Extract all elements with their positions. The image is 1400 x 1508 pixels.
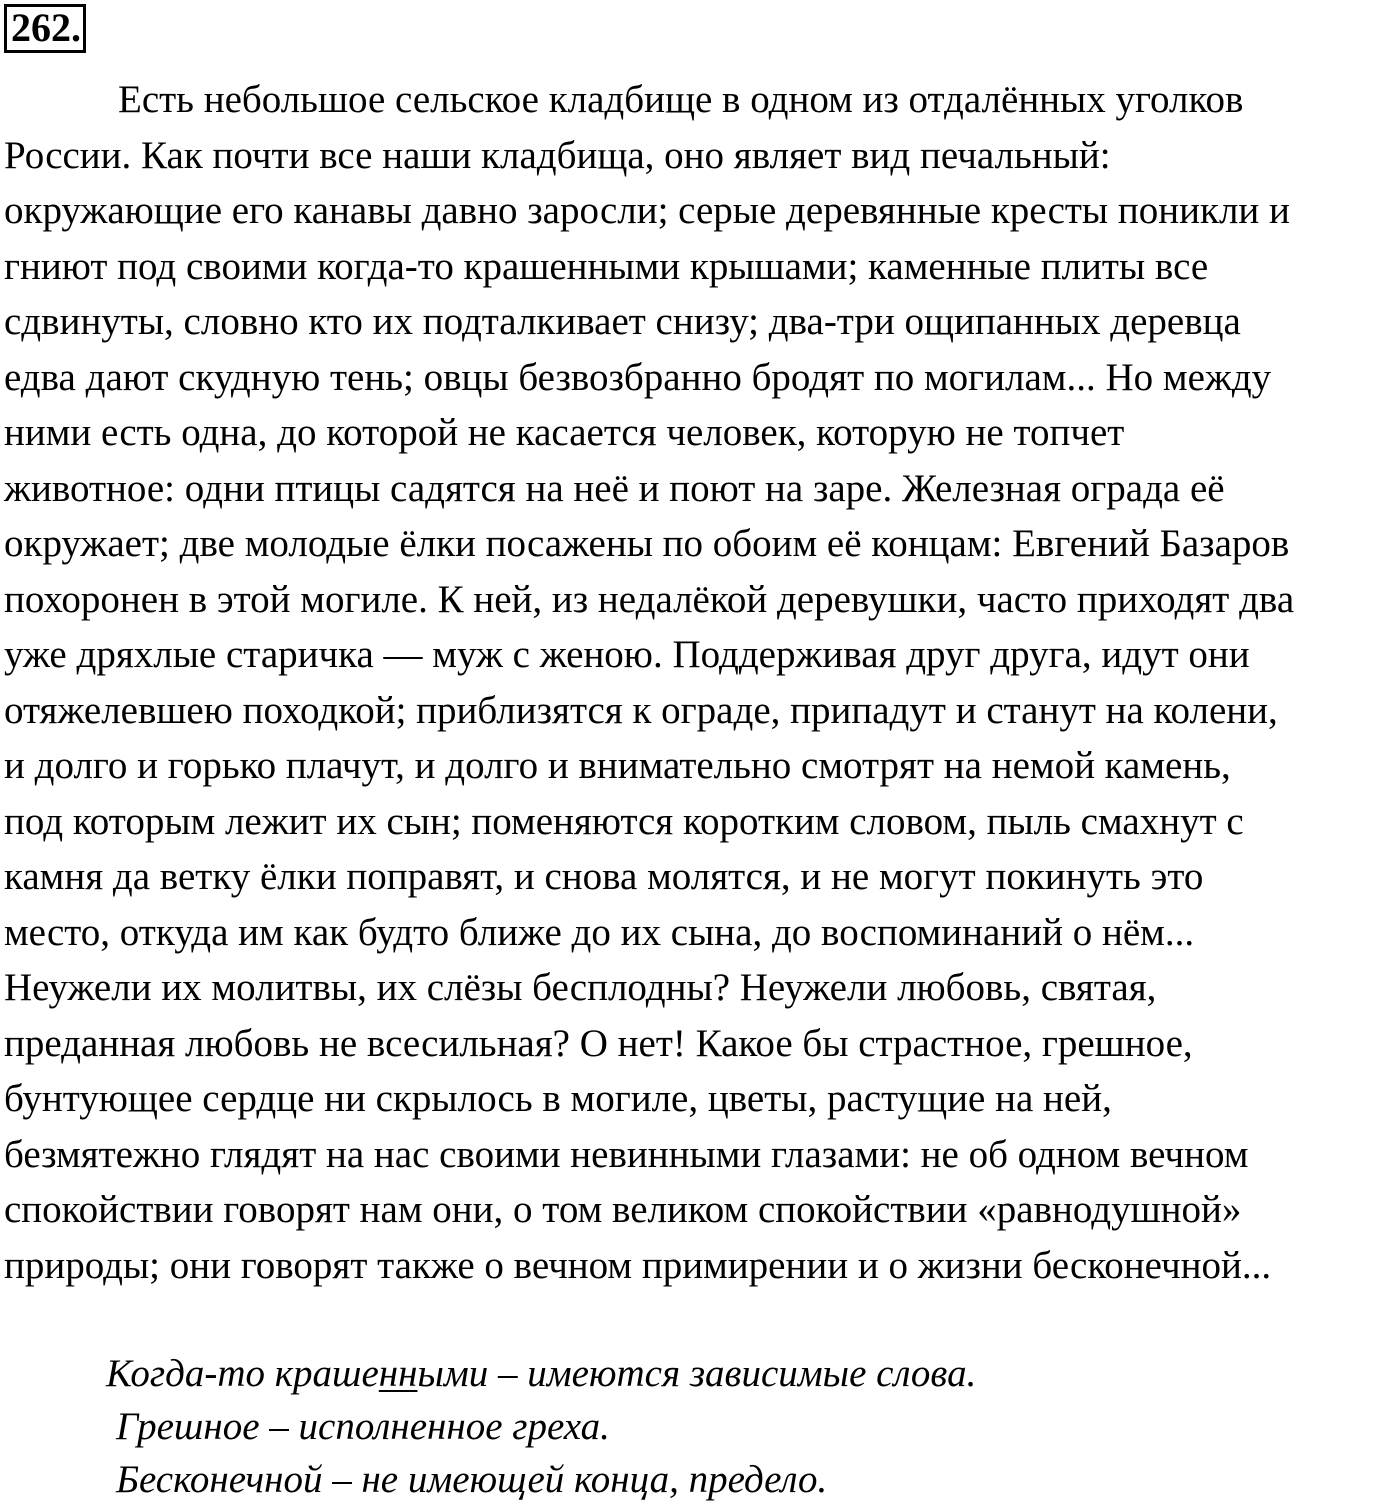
text-line: окружает; две молодые ёлки посажены по обоим её концам: Евгений Базаров (4, 522, 1290, 565)
text-line: едва дают скудную тень; овцы безвозбранно бродят по могилам... Но между (4, 355, 1272, 399)
text-line: безмятежно глядят на нас своими невинными глазами: не об одном вечном (4, 1132, 1249, 1176)
text-line: преданная любовь не всесильная? О нет! Какое бы страстное, грешное, (4, 1021, 1193, 1065)
text-line: окружающие его канавы давно заросли; серые деревянные кресты поникли и (4, 189, 1290, 232)
underlined-nn: нн (378, 1352, 418, 1395)
exercise-number (4, 4, 86, 53)
text-line: спокойствии говорят нам они, о том великом спокойствии «равнодушной» (4, 1188, 1242, 1231)
text-line: природы; они говорят также о вечном примирении и о жизни бесконечной... (4, 1243, 1272, 1287)
text-line: гниют под своими когда-то крашенными крышами; каменные плиты все (4, 244, 1209, 288)
note-kogda-to-krashennymi (106, 1347, 976, 1400)
text-line: камня да ветку ёлки поправят, и снова молятся, и не могут покинуть это (4, 855, 1204, 898)
text-line: бунтующее сердце ни скрылось в могиле, цветы, растущие на ней, (4, 1077, 1112, 1120)
text-line: животное: одни птицы садятся на неё и поют на заре. Железная ограда её (4, 466, 1225, 510)
text-line: и долго и горько плачут, и долго и внимательно смотрят на немой камень, (4, 744, 1231, 787)
text-line: место, откуда им как будто ближе до их сына, до воспоминаний о нём... (4, 910, 1195, 954)
exercise-number-value: 262 (11, 5, 71, 50)
answer-notes (106, 1347, 976, 1506)
text-line: Есть небольшое сельское кладбище в одном из отдалённых уголков (118, 78, 1244, 121)
text-line: под которым лежит их сын; поменяются коротким словом, пыль смахнут с (4, 799, 1244, 843)
note-greshnoe: Грешное – исполненное греха. (116, 1405, 610, 1448)
note-beskonechnoi: Бесконечной – не имеющей конца, предело. (116, 1458, 828, 1501)
text-line: отяжелевшею походкой; приблизятся к ограде, припадут и станут на колени, (4, 688, 1278, 732)
text-line: сдвинуты, словно кто их подталкивает снизу; два-три ощипанных деревца (4, 300, 1241, 343)
text-line: России. Как почти все наши кладбища, оно являет вид печальный: (4, 133, 1111, 177)
exercise-number-box (4, 4, 86, 53)
text-line: уже дряхлые старичка — муж с женою. Поддерживая друг друга, идут они (4, 633, 1250, 676)
note-text-after: ыми – имеются зависимые слова. (417, 1352, 977, 1395)
text-line: ними есть одна, до которой не касается человек, которую не топчет (4, 411, 1125, 454)
text-line: похоронен в этой могиле. К ней, из недалёкой деревушки, часто приходят два (4, 577, 1295, 621)
note-text-before: Когда-то краше (106, 1352, 379, 1395)
exercise-text (4, 72, 1294, 1293)
text-line: Неужели их молитвы, их слёзы бесплодны? Неужели любовь, святая, (4, 966, 1157, 1009)
exercise-number-suffix: . (71, 5, 81, 50)
